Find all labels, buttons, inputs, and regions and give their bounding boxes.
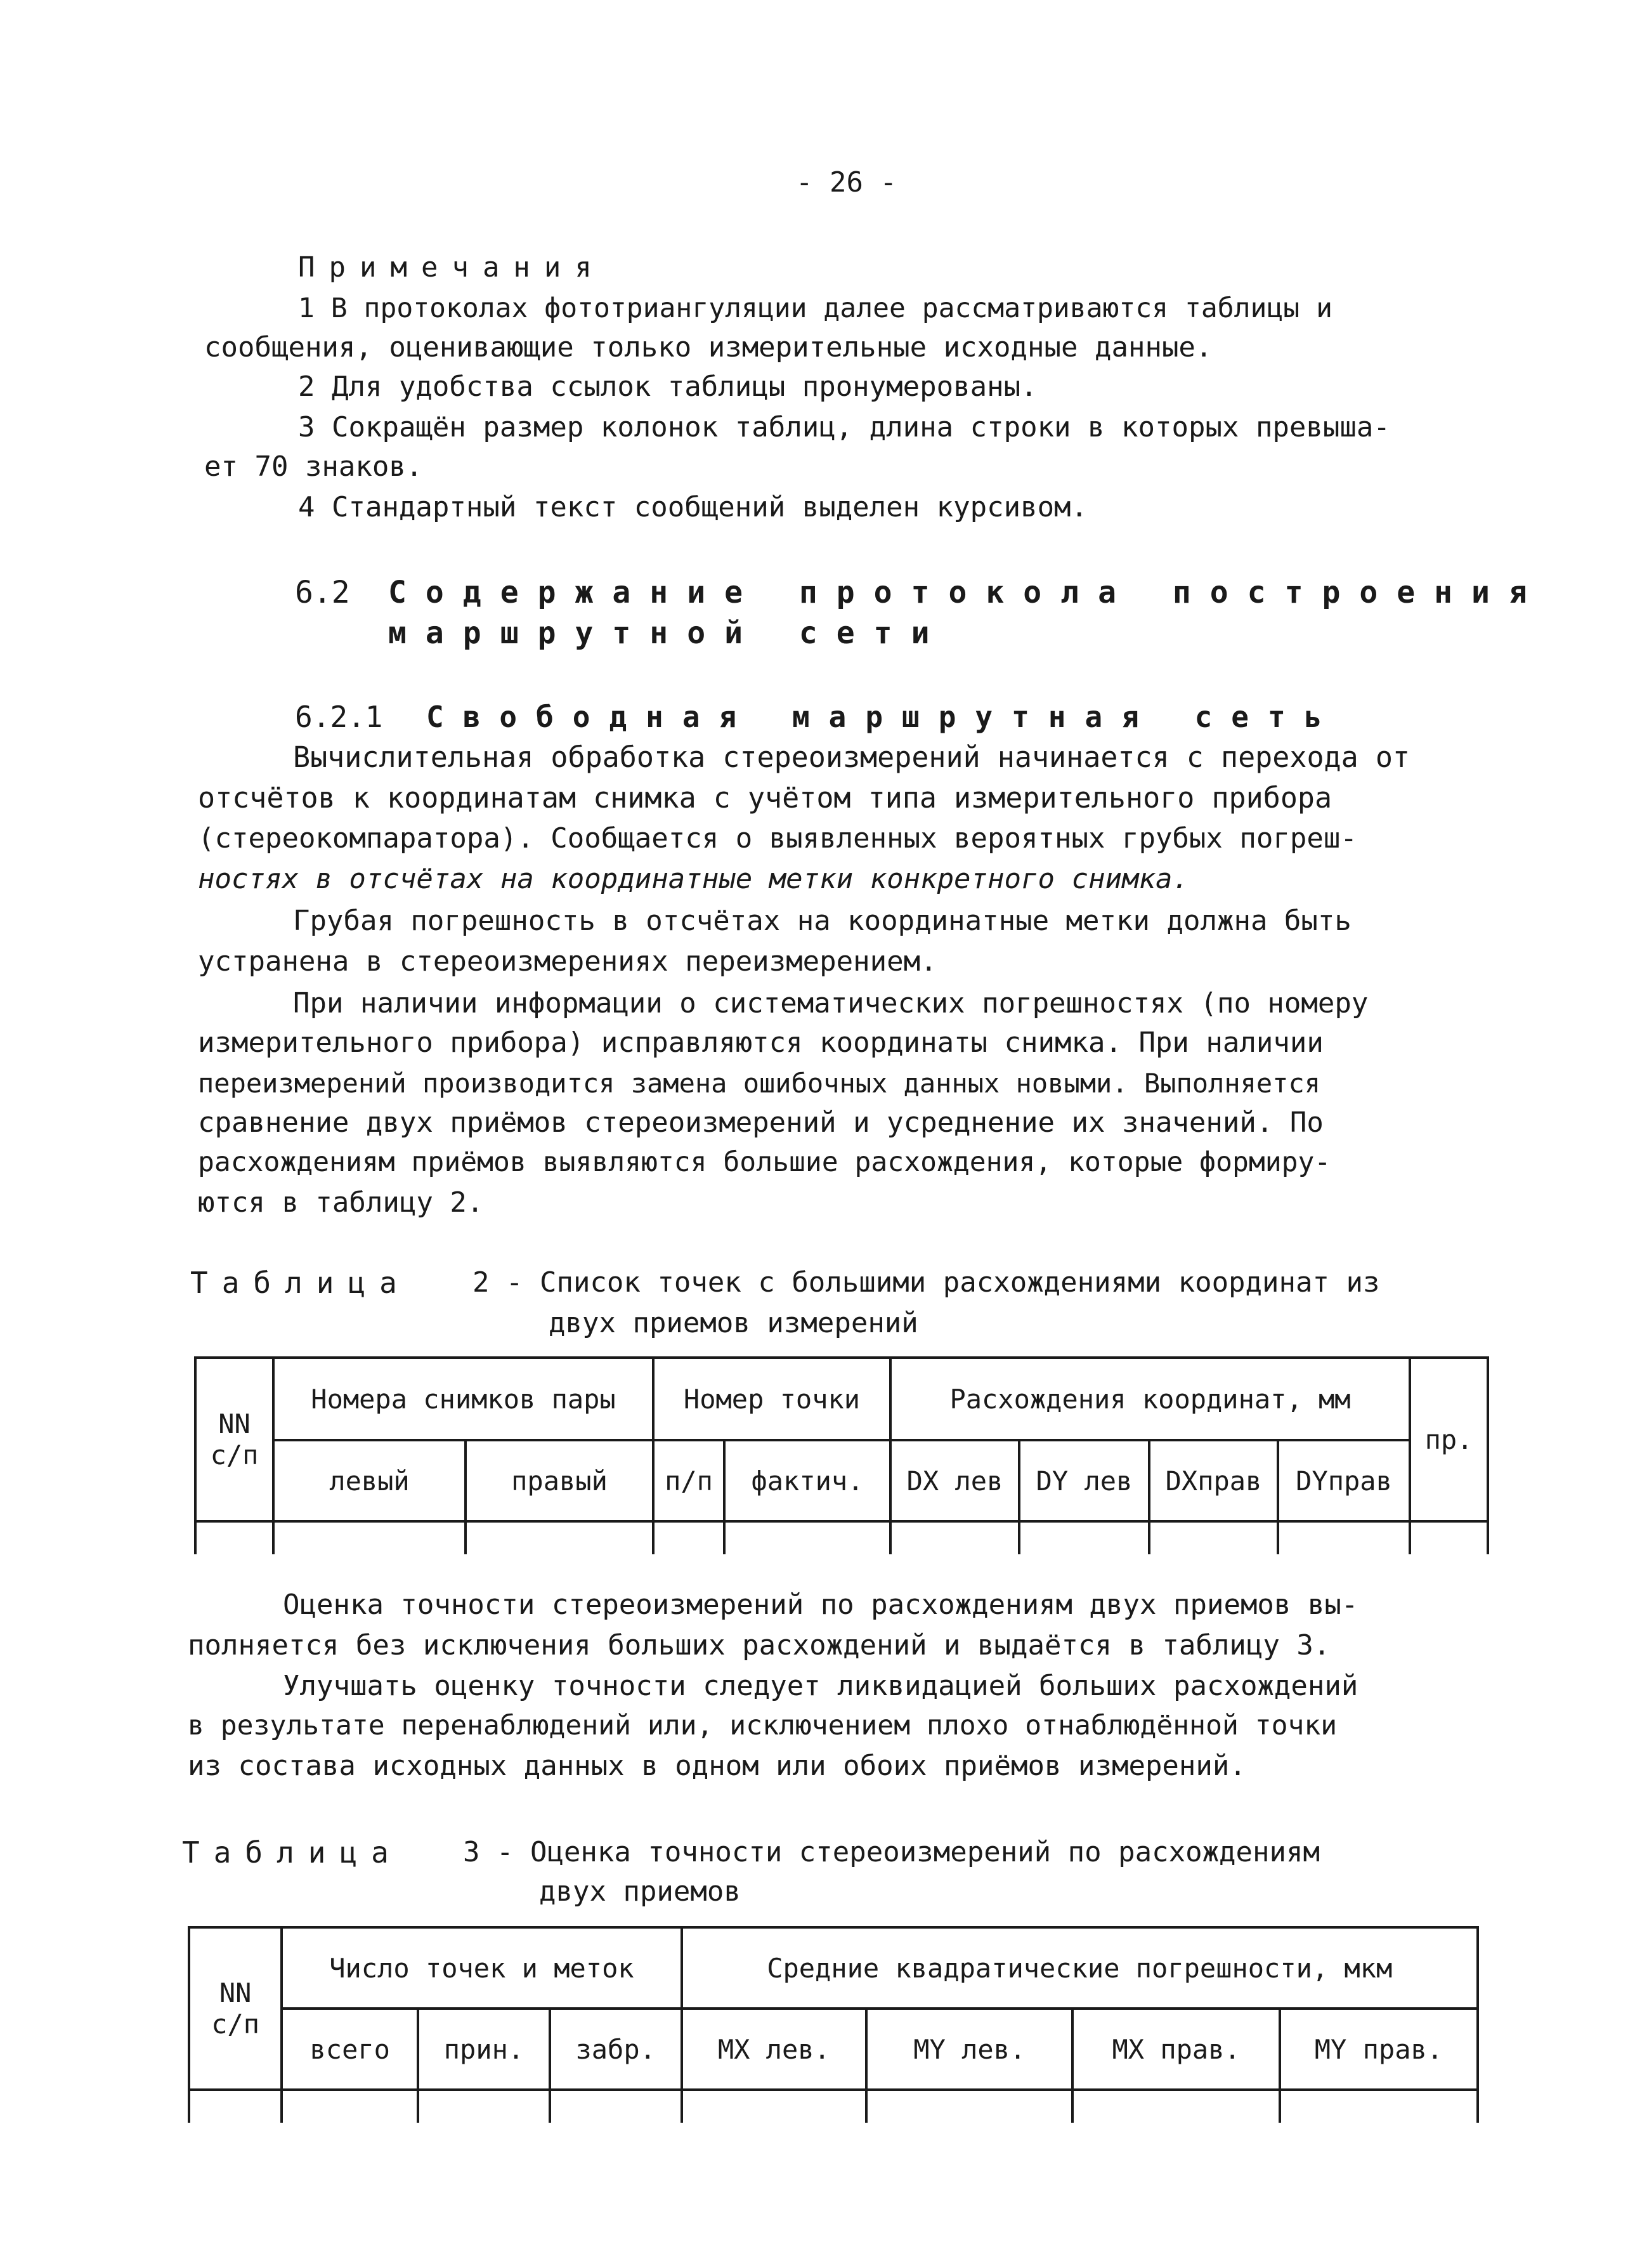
subsection-number: 6.2.1 bbox=[295, 700, 383, 734]
paragraph-line: устранена в стереоизмерениях переизмерением. bbox=[198, 945, 937, 978]
table2-header-note: пр. bbox=[1410, 1358, 1488, 1521]
table3-header-mx-left: MX лев. bbox=[682, 2009, 867, 2090]
table3-header-my-left: MY лев. bbox=[866, 2009, 1072, 2090]
paragraph-line: из состава исходных данных в одном или обоих приёмов измерений. bbox=[188, 1750, 1246, 1782]
paragraph-line: переизмерений производится замена ошибочных данных новыми. Выполняется bbox=[198, 1068, 1321, 1099]
table-cell bbox=[273, 1521, 466, 1554]
table3-header-rejected: забр. bbox=[550, 2009, 682, 2090]
table3-header-accepted: прин. bbox=[418, 2009, 550, 2090]
table3-header-nn bbox=[189, 1927, 282, 2090]
table-cell bbox=[195, 1521, 273, 1554]
table2-empty-row bbox=[195, 1521, 1488, 1554]
table3-header-rms: Средние квадратические погрешности, мкм bbox=[682, 1927, 1478, 2009]
table3 bbox=[188, 1926, 1479, 2123]
table2-header-dx-right: DXправ bbox=[1149, 1440, 1278, 1521]
table-cell bbox=[890, 1521, 1019, 1554]
table-cell bbox=[866, 2090, 1072, 2123]
table-cell bbox=[653, 1521, 724, 1554]
table2-caption-cont: двух приемов измерений bbox=[549, 1307, 918, 1339]
table3-caption-cont: двух приемов bbox=[539, 1875, 741, 1908]
paragraph-line: (стереокомпаратора). Сообщается о выявленных вероятных грубых погреш- bbox=[198, 822, 1357, 855]
table3-header-total: всего bbox=[282, 2009, 418, 2090]
table2-header-point: Номер точки bbox=[653, 1358, 890, 1440]
table3-empty-row bbox=[189, 2090, 1478, 2123]
section-title: Содержание протокола построения bbox=[388, 575, 1546, 610]
section-title-cont: маршрутной сети bbox=[388, 615, 949, 651]
table-cell bbox=[1019, 1521, 1149, 1554]
subsection-title: Свободная маршрутная сеть bbox=[426, 700, 1341, 734]
table2-header-pair: Номера снимков пары bbox=[273, 1358, 653, 1440]
table3-header-count: Число точек и меток bbox=[282, 1927, 681, 2009]
table3-header-sp-label: с/п bbox=[211, 2009, 260, 2040]
table2-header-diff: Расхождения координат, мм bbox=[890, 1358, 1410, 1440]
table-cell bbox=[282, 2090, 418, 2123]
notes-item-1: 1 В протоколах фототриангуляции далее рассматриваются таблицы и bbox=[298, 292, 1332, 324]
table-cell bbox=[1149, 1521, 1278, 1554]
paragraph-line: Вычислительная обработка стереоизмерений начинается с перехода от bbox=[293, 740, 1410, 774]
table2-header-dx-left: DX лев bbox=[890, 1440, 1019, 1521]
table2-header-pp: п/п bbox=[653, 1440, 724, 1521]
notes-item-2: 2 Для удобства ссылок таблицы пронумерованы. bbox=[298, 370, 1038, 403]
paragraph-line: Оценка точности стереоизмерений по расхождениям двух приемов вы- bbox=[283, 1589, 1358, 1621]
table-cell bbox=[550, 2090, 682, 2123]
table-cell bbox=[189, 2090, 282, 2123]
paragraph-line: При наличии информации о систематических погрешностях (по номеру bbox=[293, 987, 1369, 1019]
table-cell bbox=[1410, 1521, 1488, 1554]
paragraph-line: в результате перенаблюдений или, исключением плохо отнаблюдённой точки bbox=[188, 1710, 1338, 1741]
page-number: - 26 - bbox=[796, 166, 897, 199]
paragraph-line: Грубая погрешность в отсчётах на координатные метки должна быть bbox=[293, 905, 1352, 937]
paragraph-line: сравнение двух приёмов стереоизмерений и усреднение их значений. По bbox=[198, 1106, 1324, 1139]
notes-item-3-cont: ет 70 знаков. bbox=[204, 450, 423, 483]
table-cell bbox=[682, 2090, 867, 2123]
section-number: 6.2 bbox=[295, 575, 350, 610]
table-cell bbox=[1072, 2090, 1279, 2123]
notes-item-3: 3 Сокращён размер колонок таблиц, длина строки в которых превыша- bbox=[298, 411, 1390, 443]
table3-header-nn-label: NN bbox=[219, 1977, 252, 2009]
table2-header-sp-label: с/п bbox=[210, 1439, 259, 1471]
table2-header-nn bbox=[195, 1358, 273, 1521]
paragraph-line: измерительного прибора) исправляются координаты снимка. При наличии bbox=[198, 1026, 1324, 1059]
table2-header-right: правый bbox=[466, 1440, 653, 1521]
paragraph-line: полняется без исключения больших расхождений и выдаётся в таблицу 3. bbox=[188, 1629, 1331, 1662]
table-cell bbox=[418, 2090, 550, 2123]
table2-header-fact: фактич. bbox=[724, 1440, 890, 1521]
notes-heading: Примечания bbox=[298, 251, 606, 284]
table-cell bbox=[724, 1521, 890, 1554]
table-cell bbox=[1278, 1521, 1410, 1554]
table3-header-mx-right: MX прав. bbox=[1072, 2009, 1279, 2090]
table2-header-dy-left: DY лев bbox=[1019, 1440, 1149, 1521]
table2-header-left: левый bbox=[273, 1440, 466, 1521]
table3-label: Таблица bbox=[182, 1835, 403, 1870]
paragraph-line-italic: ностях в отсчётах на координатные метки конкретного снимка. bbox=[198, 863, 1189, 895]
paragraph-line: Улучшать оценку точности следует ликвидацией больших расхождений bbox=[283, 1670, 1358, 1702]
table2-header-dy-right: DYправ bbox=[1278, 1440, 1410, 1521]
table-cell bbox=[1280, 2090, 1478, 2123]
table3-header-my-right: MY прав. bbox=[1280, 2009, 1478, 2090]
table2-label: Таблица bbox=[190, 1266, 411, 1300]
table-cell bbox=[466, 1521, 653, 1554]
table2-header-nn-label: NN bbox=[218, 1408, 251, 1439]
notes-item-1-cont: сообщения, оценивающие только измерительные исходные данные. bbox=[204, 331, 1213, 364]
paragraph-line: расхождениям приёмов выявляются большие расхождения, которые формиру- bbox=[198, 1146, 1331, 1178]
paragraph-line: ются в таблицу 2. bbox=[198, 1186, 484, 1219]
table2 bbox=[194, 1356, 1489, 1554]
notes-item-4: 4 Стандартный текст сообщений выделен курсивом. bbox=[298, 491, 1088, 523]
table2-caption: 2 - Список точек с большими расхождениями координат из bbox=[472, 1266, 1380, 1299]
table3-caption: 3 - Оценка точности стереоизмерений по расхождениям bbox=[463, 1836, 1320, 1868]
paragraph-line: отсчётов к координатам снимка с учётом типа измерительного прибора bbox=[198, 781, 1332, 815]
